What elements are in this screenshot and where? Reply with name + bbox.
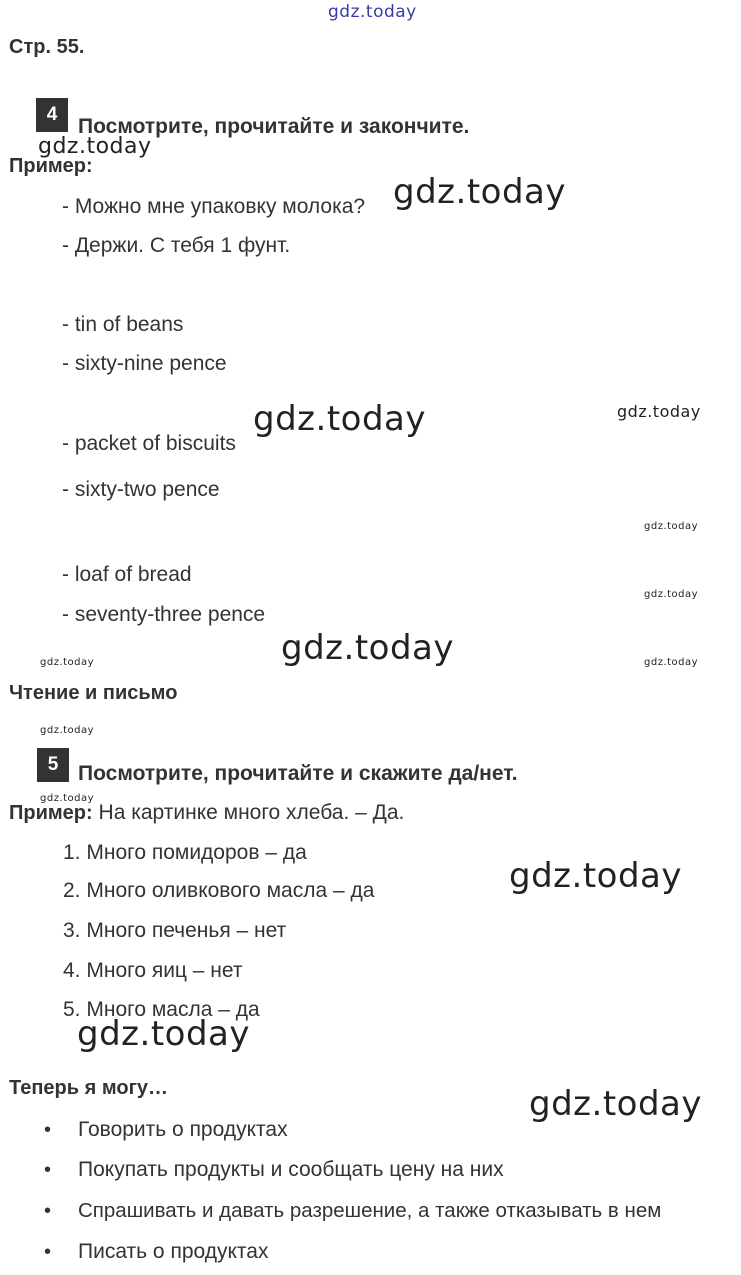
answer-item-2: 2. Много оливкового масла – да bbox=[63, 879, 375, 902]
watermark: gdz.today bbox=[644, 521, 699, 532]
answer-item-1: 1. Много помидоров – да bbox=[63, 841, 307, 864]
exercise-5-title: Посмотрите, прочитайте и скажите да/нет. bbox=[78, 762, 518, 785]
bullet-icon: • bbox=[44, 1159, 52, 1181]
pair-1-price: - sixty-nine pence bbox=[62, 352, 227, 375]
example-line-2: - Держи. С тебя 1 фунт. bbox=[62, 234, 291, 257]
answer-item-4: 4. Много яиц – нет bbox=[63, 959, 243, 982]
watermark: gdz.today bbox=[393, 172, 566, 212]
exercise-4-badge: 4 bbox=[36, 98, 68, 132]
answer-item-3: 3. Много печенья – нет bbox=[63, 919, 287, 942]
watermark: gdz.today bbox=[617, 402, 701, 421]
now-i-can-title: Теперь я могу… bbox=[9, 1077, 169, 1099]
exercise-5-example bbox=[9, 801, 404, 825]
watermark: gdz.today bbox=[644, 657, 699, 668]
exercise-5-badge: 5 bbox=[37, 748, 69, 782]
answer-item-5: 5. Много масла – да bbox=[63, 998, 260, 1021]
pair-3-price: - seventy-three pence bbox=[62, 603, 266, 626]
bullet-icon: • bbox=[44, 1119, 52, 1141]
watermark: gdz.today bbox=[40, 657, 95, 668]
exercise-4-title: Посмотрите, прочитайте и закончите. bbox=[78, 115, 470, 138]
pair-2-item: - packet of biscuits bbox=[62, 432, 236, 455]
watermark: gdz.today bbox=[281, 628, 454, 668]
watermark: gdz.today bbox=[529, 1084, 702, 1124]
pair-1-item: - tin of beans bbox=[62, 313, 184, 336]
watermark: gdz.today bbox=[38, 134, 152, 159]
bullet-icon: • bbox=[44, 1241, 52, 1263]
exercise-5-example-label: Пример: bbox=[9, 802, 93, 824]
page-reference: Стр. 55. bbox=[9, 36, 85, 58]
exercise-5-example-text: На картинке много хлеба. – Да. bbox=[92, 801, 405, 824]
watermark: gdz.today bbox=[509, 856, 682, 896]
now-i-can-item-4: Писать о продуктах bbox=[78, 1240, 269, 1263]
now-i-can-item-1: Говорить о продуктах bbox=[78, 1118, 288, 1141]
now-i-can-item-3: Спрашивать и давать разрешение, а также отказывать в нем bbox=[78, 1199, 662, 1222]
bullet-icon: • bbox=[44, 1200, 52, 1222]
watermark: gdz.today bbox=[253, 399, 426, 439]
watermark: gdz.today bbox=[40, 793, 95, 804]
now-i-can-item-2: Покупать продукты и сообщать цену на них bbox=[78, 1158, 504, 1181]
watermark: gdz.today bbox=[40, 725, 95, 736]
watermark-top: gdz.today bbox=[328, 2, 417, 22]
pair-3-item: - loaf of bread bbox=[62, 563, 192, 586]
exercise-4-example-label: Пример: bbox=[9, 155, 93, 177]
section-title: Чтение и письмо bbox=[9, 682, 178, 704]
watermark: gdz.today bbox=[644, 589, 699, 600]
pair-2-price: - sixty-two pence bbox=[62, 478, 220, 501]
example-line-1: - Можно мне упаковку молока? bbox=[62, 195, 366, 218]
watermark: gdz.today bbox=[77, 1014, 250, 1054]
